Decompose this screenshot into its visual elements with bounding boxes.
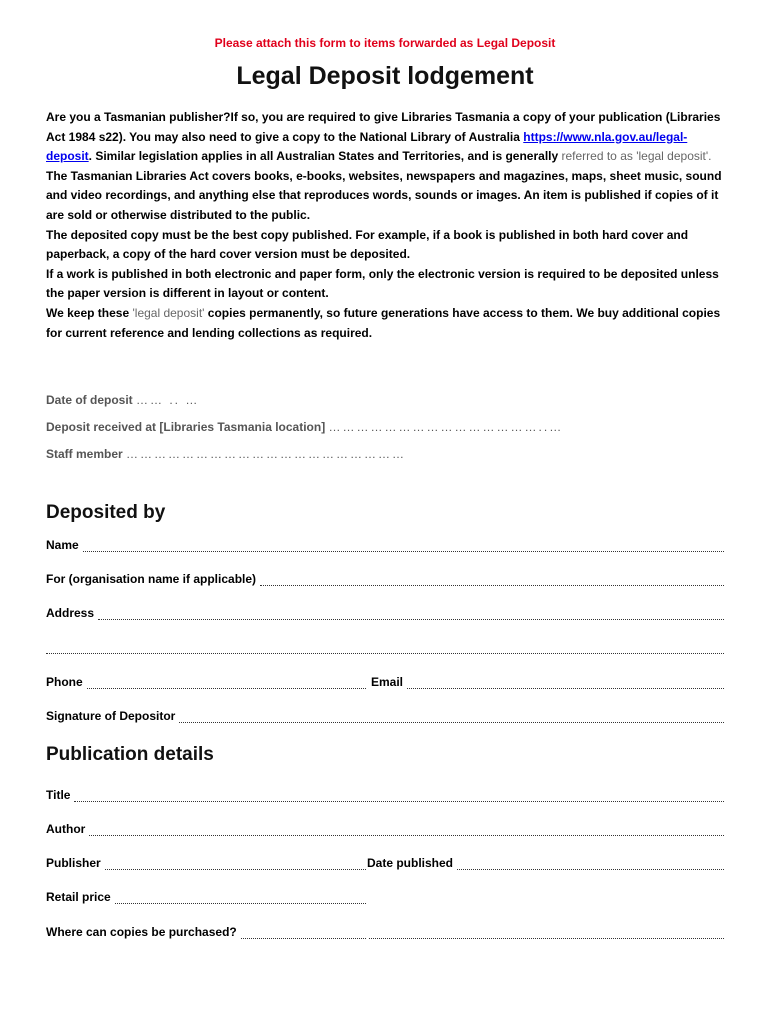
phone-label: Phone: [46, 675, 83, 689]
organisation-label: For (organisation name if applicable): [46, 572, 257, 586]
date-of-deposit-label: Date of deposit: [46, 393, 133, 407]
nla-link[interactable]: https://www.nla.gov.au/legal-deposit: [46, 129, 688, 164]
intro-paragraph-3: The deposited copy must be the best copy published. For example, if a book is published in both hard cover and paperback, a copy of the hard cover version must be deposited.: [46, 227, 689, 262]
address-field-2[interactable]: [46, 638, 724, 654]
author-line[interactable]: [89, 825, 724, 836]
author-label: Author: [46, 822, 86, 836]
email-line[interactable]: [407, 678, 724, 689]
where-purchased-field[interactable]: [46, 923, 366, 939]
intro-p5-quote: 'legal deposit': [132, 305, 205, 320]
intro-p1-text-3: referred to as 'legal deposit'.: [561, 149, 712, 164]
publication-details-heading: Publication details: [46, 744, 214, 765]
publisher-label: Publisher: [46, 856, 101, 870]
deposit-received-label: Deposit received at [Libraries Tasmania location]: [46, 420, 326, 434]
phone-field[interactable]: [46, 673, 366, 689]
intro-p5-text-2: copies permanently, so future generations have access to them. We buy additional copies for current reference and lending collections as required.: [46, 305, 721, 340]
title-line[interactable]: [74, 791, 724, 802]
phone-line[interactable]: [87, 678, 366, 689]
publisher-line[interactable]: [105, 859, 366, 870]
attach-notice: Please attach this form to items forwarded as Legal Deposit: [214, 36, 556, 50]
address-label: Address: [46, 606, 95, 620]
intro-paragraph-2: The Tasmanian Libraries Act covers books, e-books, websites, newspapers and magazines, maps, sheet music, sound and video recordings, and anything else that reproduces words, sounds or images. An item is published if copies of it are sold or otherwise distributed to the public.: [46, 168, 722, 222]
address-field[interactable]: [46, 604, 724, 620]
publisher-field[interactable]: [46, 854, 366, 870]
where-purchased-field-2[interactable]: [369, 923, 724, 939]
date-published-field[interactable]: [367, 854, 724, 870]
page-title: Legal Deposit lodgement: [236, 62, 534, 90]
name-line[interactable]: [83, 541, 724, 552]
staff-member-dots: ……………………………………………………: [126, 447, 407, 461]
name-label: Name: [46, 538, 79, 552]
where-purchased-line[interactable]: [241, 928, 366, 939]
intro-p5-text: We keep these: [46, 305, 133, 320]
signature-label: Signature of Depositor: [46, 709, 176, 723]
intro-paragraph-4: If a work is published in both electronic and paper form, only the electronic version is required to be deposited unless the paper version is different in layout or content.: [46, 266, 719, 301]
staff-member-label: Staff member: [46, 447, 123, 461]
signature-line[interactable]: [179, 712, 724, 723]
address-line-2[interactable]: [46, 643, 724, 654]
title-label: Title: [46, 788, 71, 802]
email-label: Email: [371, 675, 404, 689]
date-of-deposit-row: [46, 393, 199, 407]
author-field[interactable]: [46, 820, 724, 836]
deposit-received-row: [46, 420, 563, 434]
deposited-by-heading: Deposited by: [46, 502, 166, 523]
staff-member-row: [46, 447, 406, 461]
organisation-line[interactable]: [260, 575, 724, 586]
where-purchased-line-2[interactable]: [369, 928, 724, 939]
signature-field[interactable]: [46, 707, 724, 723]
date-published-line[interactable]: [457, 859, 724, 870]
name-field[interactable]: [46, 536, 724, 552]
intro-p1-text-2: . Similar legislation applies in all Australian States and Territories, and is generally: [88, 149, 562, 164]
date-published-label: Date published: [367, 856, 454, 870]
retail-price-field[interactable]: [46, 888, 366, 904]
retail-price-line[interactable]: [115, 893, 366, 904]
where-purchased-label: Where can copies be purchased?: [46, 925, 237, 939]
intro-paragraph-1: [46, 108, 726, 167]
email-field[interactable]: [371, 673, 724, 689]
date-of-deposit-dots: …… .. …: [136, 393, 200, 407]
organisation-field[interactable]: [46, 570, 724, 586]
intro-paragraph-5: [46, 304, 726, 343]
retail-price-label: Retail price: [46, 890, 111, 904]
deposit-received-dots: ………………………………………..…: [328, 420, 564, 434]
intro-p1-text: Are you a Tasmanian publisher?If so, you are required to give Libraries Tasmania a copy of your publication (Libraries Act 1984 s22). You may also need to give a copy to the National Library of Australia: [46, 110, 721, 144]
title-field[interactable]: [46, 786, 724, 802]
intro-text: [46, 108, 726, 343]
address-line[interactable]: [98, 609, 724, 620]
